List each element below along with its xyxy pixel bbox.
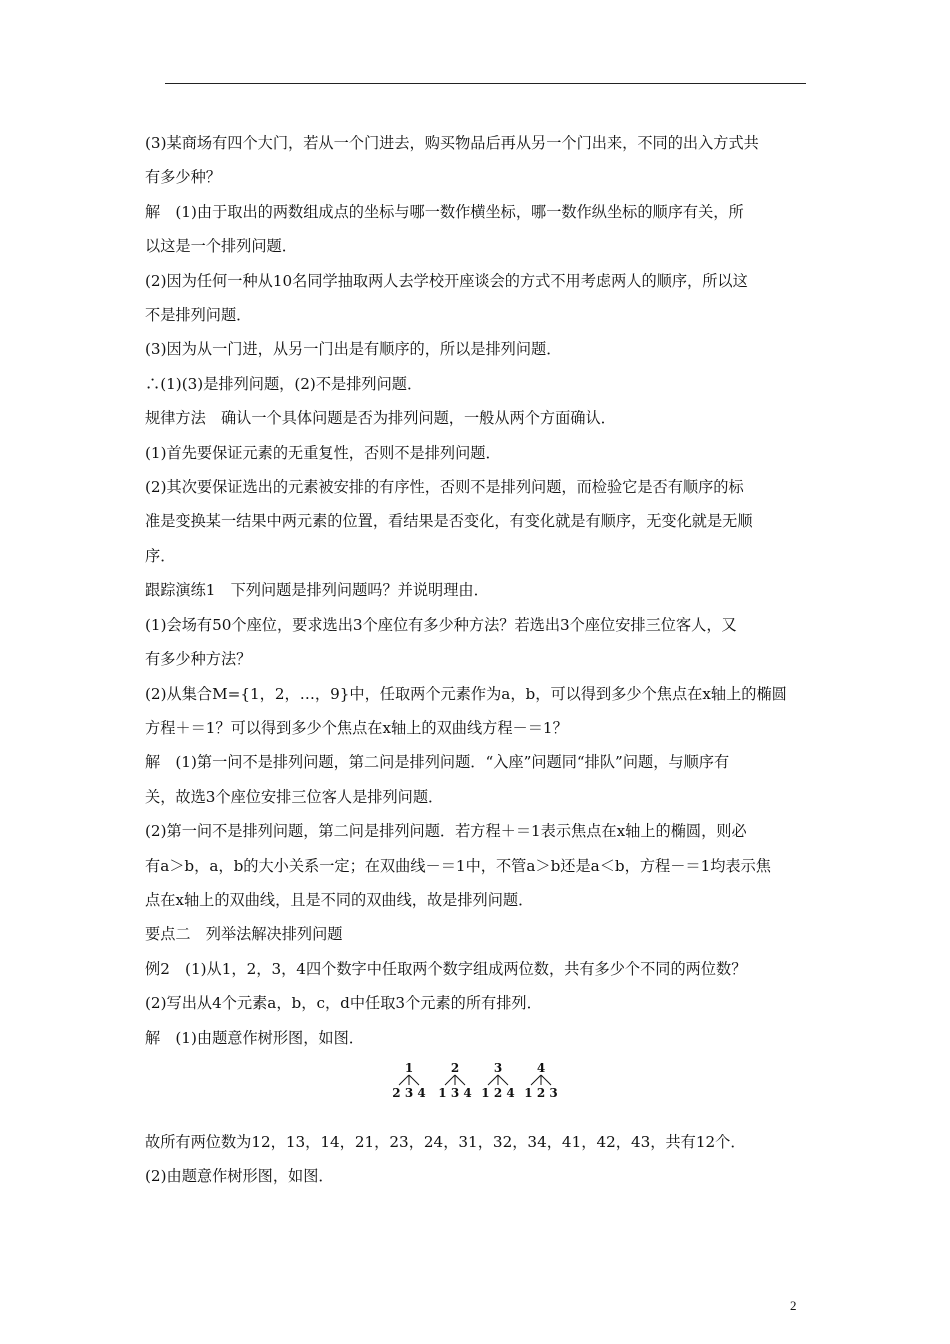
tree-branch (438, 1061, 471, 1100)
tree-diagram (388, 1061, 568, 1101)
text-line: 故所有两位数为12，13，14，21，23，24，31，32，34，41，42，43，共有12个． (145, 1132, 746, 1151)
text-line: (2)其次要保证选出的元素被安排的有序性，否则不是排列问题，而检验它是否有顺序的标 (145, 478, 744, 497)
text-line: 跟踪演练1 下列问题是排列问题吗？并说明理由． (145, 581, 489, 600)
text-line: (3)某商场有四个大门，若从一个门进去，购买物品后再从另一个门出来，不同的出入方式共 (145, 134, 759, 152)
text-line: (2)第一问不是排列问题，第二问是排列问题．若方程＋＝1表示焦点在x轴上的椭圆，则必 (145, 822, 747, 841)
text-line: (2)因为任何一种从10名同学抽取两人去学校开座谈会的方式不用考虑两人的顺序，所以这 (145, 271, 748, 290)
text-line: 解 (1)由题意作树形图，如图． (145, 1028, 364, 1047)
header-rule (165, 83, 806, 84)
tree-leaves: 1 3 4 (438, 1086, 472, 1100)
text-line: ∴(1)(3)是排列问题，(2)不是排列问题． (145, 374, 423, 393)
tree-edge (445, 1075, 455, 1085)
text-line: 有a＞b，a，b的大小关系一定；在双曲线－＝1中，不管a＞b还是a＜b，方程－＝1均表示焦 (145, 856, 771, 875)
text-line: (2)由题意作树形图，如图． (145, 1167, 334, 1186)
text-line: (2)写出从4个元素a，b，c，d中任取3个元素的所有排列． (145, 994, 542, 1013)
text-line: 关，故选3个座位安排三位客人是排列问题． (145, 787, 444, 806)
tree-edge (399, 1075, 409, 1085)
text-line: 解 (1)第一问不是排列问题，第二问是排列问题．“入座”问题同“排队”问题，与顺序有 (145, 753, 730, 772)
text-line: 准是变换某一结果中两元素的位置，看结果是否变化，有变化就是有顺序，无变化就是无顺 (145, 512, 753, 531)
text-line: 解 (1)由于取出的两数组成点的坐标与哪一数作横坐标，哪一数作纵坐标的顺序有关，所 (145, 202, 744, 221)
tree-leaves: 1 2 3 (524, 1086, 558, 1100)
tree-edge (409, 1075, 419, 1085)
text-line: 有多少种方法？ (145, 650, 252, 669)
text-line: (3)因为从一门进，从另一门出是有顺序的，所以是排列问题． (145, 340, 562, 359)
tree-edge (488, 1075, 498, 1085)
tree-root: 4 (536, 1061, 546, 1075)
text-line: 方程＋＝1？可以得到多少个焦点在x轴上的双曲线方程－＝1？ (145, 718, 568, 737)
text-line: (1)会场有50个座位，要求选出3个座位有多少种方法？若选出3个座位安排三位客人，又 (145, 615, 737, 634)
tree-edge (455, 1075, 465, 1085)
tree-root: 2 (450, 1061, 460, 1075)
tree-leaves: 2 3 4 (392, 1086, 426, 1100)
text-line: 点在x轴上的双曲线，且是不同的双曲线，故是排列问题． (145, 890, 534, 909)
tree-edge (498, 1075, 508, 1085)
text-line: 序． (145, 546, 176, 565)
text-line: (1)首先要保证元素的无重复性，否则不是排列问题． (145, 443, 501, 462)
text-line: (2)从集合M={1，2，…，9}中，任取两个元素作为a，b，可以得到多少个焦点在x轴上的椭圆 (145, 684, 787, 703)
tree-edge (531, 1075, 541, 1085)
tree-branch (524, 1061, 557, 1100)
text-line: 不是排列问题． (145, 306, 252, 325)
tree-branch (481, 1061, 514, 1100)
document-body (145, 126, 810, 1194)
tree-leaves: 1 2 4 (481, 1086, 515, 1100)
text-line: 规律方法 确认一个具体问题是否为排列问题，一般从两个方面确认． (145, 409, 616, 428)
tree-edge (541, 1075, 551, 1085)
page-number: 2 (790, 1298, 797, 1313)
tree-root: 3 (493, 1061, 503, 1075)
text-line: 有多少种？ (145, 168, 221, 187)
text-line: 以这是一个排列问题． (145, 237, 297, 256)
tree-root: 1 (404, 1061, 414, 1075)
tree-branch (392, 1061, 425, 1100)
text-line: 例2 (1)从1，2，3，4四个数字中任取两个数字组成两位数，共有多少个不同的两位数？ (145, 959, 747, 978)
section-heading: 要点二 列举法解决排列问题 (145, 925, 343, 944)
